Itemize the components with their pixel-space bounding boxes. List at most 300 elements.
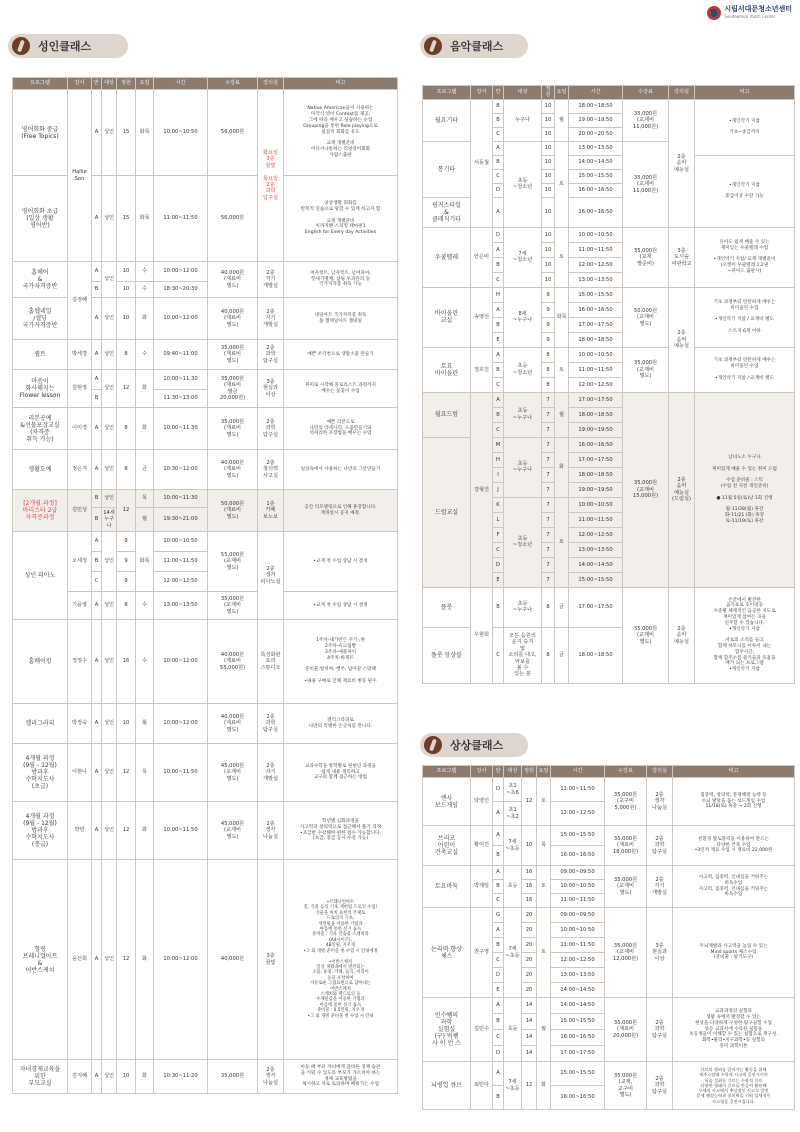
- day: 화: [136, 802, 154, 860]
- note: 기초 과정부터 탄탄하게 배우는 바이올린 수업 •개인악기 지참 / 교재비 별도 스트지 6개 이하: [695, 287, 795, 347]
- time: 10:00~11:30: [154, 408, 208, 450]
- teacher: 김현정: [68, 370, 92, 408]
- day: 토: [537, 866, 551, 908]
- class-group: A: [92, 262, 102, 282]
- day: 화: [555, 437, 569, 497]
- day: 월: [136, 508, 154, 532]
- day: 목: [136, 490, 154, 508]
- fee: 40,000원: [208, 860, 258, 1060]
- time: 11:00~11:50: [551, 778, 605, 802]
- day: 월: [555, 99, 569, 141]
- class-group: B: [493, 880, 504, 894]
- time: 09:00~09:50: [551, 866, 605, 880]
- class-group: A: [92, 176, 102, 262]
- target: 성인: [102, 592, 117, 620]
- time: 11:00~11:50: [154, 552, 208, 572]
- capacity: 16: [522, 894, 537, 908]
- capacity: 20: [522, 908, 537, 923]
- day: 금: [136, 450, 154, 490]
- class-group: A: [493, 141, 504, 155]
- room: 3층 현실과 이상: [258, 370, 284, 408]
- teacher: 박민: [68, 802, 92, 860]
- time: 17:00~17:50: [551, 1046, 605, 1062]
- time: 12:00~12:50: [551, 953, 605, 968]
- day: 수: [136, 262, 154, 282]
- note: 캘리그라피로 나만의 특별한 손글씨를 만나다.: [284, 704, 398, 744]
- header-cell: 대상: [504, 86, 542, 100]
- logo-subtitle: Seodaemun Youth Center: [724, 14, 776, 19]
- note: 사고력, 집중력, 인내심을 키워주는 바둑수업 사고력, 집중력, 인내심을 키워주는 바둑수업: [673, 866, 795, 908]
- fee: 56,000원: [208, 90, 258, 176]
- fee: 35,000원 (교재비 별도): [605, 866, 647, 908]
- class-group: A: [92, 860, 102, 1060]
- class-group: B: [493, 938, 504, 953]
- capacity: 16: [117, 620, 136, 704]
- class-group: B: [92, 282, 102, 298]
- class-group: A: [92, 704, 102, 744]
- center-logo-icon: [707, 6, 721, 20]
- fee: 40,000원 (재료비 별도): [208, 262, 258, 298]
- teacher: 강형진: [471, 392, 493, 587]
- room: 2층 창의력 사고실: [258, 450, 284, 490]
- capacity: 10: [117, 282, 136, 298]
- header-cell: 비고: [695, 86, 795, 100]
- time: 12:00~12:50: [569, 257, 623, 272]
- fee: 35,000원 (교재, 교구비 별도): [605, 1062, 647, 1110]
- fee: 45,000원 (교재비 별도): [208, 744, 258, 802]
- capacity: 7: [542, 512, 555, 527]
- always-class-table: [422, 765, 795, 1110]
- header-cell: 반: [493, 86, 504, 100]
- fee: 35,000원 (교재비 11,000원): [623, 99, 669, 141]
- capacity: 10: [542, 227, 555, 242]
- time: 11:00~11:50: [569, 242, 623, 257]
- capacity: 10: [542, 113, 555, 127]
- time: 10:00~12:00: [154, 298, 208, 340]
- capacity: 12: [522, 778, 537, 826]
- fee: 55,000원 (교재비 별도): [208, 532, 258, 592]
- class-group: C: [92, 572, 102, 592]
- capacity: 14: [522, 998, 537, 1014]
- target: 초1 ~초6: [504, 778, 522, 802]
- class-group: A: [493, 866, 504, 880]
- time: 16:00~16:50: [551, 1030, 605, 1046]
- day: 토: [555, 497, 569, 587]
- time: 16:00~16:50: [569, 197, 623, 227]
- class-group: J: [493, 482, 504, 497]
- time: 10:00~12:00: [154, 704, 208, 744]
- time: 20:00~20:50: [569, 127, 623, 141]
- class-group: C: [493, 377, 504, 392]
- room: 2층 자기 개발실: [258, 262, 284, 298]
- class-group: A: [493, 347, 504, 362]
- header-cell: 강의실: [669, 86, 695, 100]
- header-cell: 요일: [555, 86, 569, 100]
- capacity: 7: [542, 557, 555, 572]
- time: 18:30~20:30: [154, 282, 208, 298]
- header-cell: 대상: [102, 78, 117, 90]
- program-name: 플룻: [423, 587, 471, 627]
- teacher: 기윤영: [68, 592, 92, 620]
- fee: 35,000원 (교재비 별도): [623, 587, 669, 683]
- capacity: 12: [117, 370, 136, 408]
- capacity: 14: [522, 1014, 537, 1030]
- program-name: 월요기타: [423, 99, 471, 141]
- capacity: 8: [542, 587, 555, 627]
- target: 성인: [102, 704, 117, 744]
- target: 성인: [102, 860, 117, 1060]
- program-name: 4개월 과정 (9월 - 12월) 방과후 수학지도사 (초급): [13, 744, 68, 802]
- time: 10:00~11:50: [154, 744, 208, 802]
- time: 13:00~13:50: [551, 968, 605, 983]
- header-cell: 정원: [542, 86, 555, 100]
- capacity: 12: [522, 1062, 537, 1110]
- class-group: A: [92, 744, 102, 802]
- class-group: K: [493, 497, 504, 512]
- table-row: [423, 1062, 795, 1086]
- day: 화: [136, 1060, 154, 1094]
- table-row: [13, 744, 398, 802]
- table-row: [423, 908, 795, 923]
- header-cell: 대상: [504, 766, 522, 778]
- capacity: 16: [522, 880, 537, 894]
- time: 10:00~10:50: [569, 497, 623, 512]
- room: 2층 생각 나눔실: [647, 778, 673, 826]
- class-group: B: [493, 407, 504, 422]
- capacity: 7: [542, 392, 555, 407]
- teacher: 최민아: [471, 1062, 493, 1110]
- always-class-banner: [420, 733, 528, 757]
- time: 12:00~12:50: [569, 377, 623, 392]
- capacity: 8: [117, 450, 136, 490]
- header-cell: 반: [493, 766, 504, 778]
- table-row: [13, 620, 398, 704]
- header-cell: 수강료: [605, 766, 647, 778]
- capacity: 10: [542, 242, 555, 257]
- table-row: [423, 347, 795, 362]
- note: 예쁜 리본으로 나만의 악세사리, 소품만들기와 럭셔리한 포장법을 배우는 수업: [284, 408, 398, 450]
- header-cell: 반: [92, 78, 102, 90]
- day: 화: [537, 1062, 551, 1110]
- class-group: D: [493, 227, 504, 242]
- capacity: 9: [542, 287, 555, 302]
- fee: 35,000원 (교재비 15,000원): [623, 392, 669, 587]
- day: 토: [537, 908, 551, 998]
- note: 유아도 쉽게 배울 수 있는 재미있는 우쿨렐레 수업 •개인악기 지참/ 교재 개별준비 (포켓이 우쿨렐레 1,2권 ~파이드 출판사): [695, 227, 795, 287]
- time: 19:30~21:00: [154, 508, 208, 532]
- bamboo-icon: [12, 37, 30, 55]
- time: 15:00~15:50: [551, 826, 605, 846]
- time: 10:00~10:50: [551, 880, 605, 894]
- teacher: Hallie Son: [68, 90, 92, 262]
- note: 학년별 심화과정을 사고력과 창의력으로 접근해서 풀기 과정 •초급반 수강해야 편한 접수 가능합니다. (초급, 중급 동시 수강 가능): [284, 802, 398, 860]
- header-cell: 수강료: [208, 78, 258, 90]
- day: 화: [136, 370, 154, 408]
- table-row: [13, 1060, 398, 1094]
- class-group: A: [92, 1060, 102, 1094]
- program-name: 영어회화 중급 (Free Topics): [13, 90, 68, 176]
- table-row: [423, 866, 795, 880]
- time: 11:30~13:00: [154, 390, 208, 408]
- teacher: 송영선: [471, 287, 493, 347]
- time: 10:00~12:00: [154, 860, 208, 1060]
- note: 네일아트 국가자격증 취득 홈 젤네일아트 젤네일: [284, 298, 398, 340]
- capacity: 9: [542, 332, 555, 347]
- day: 토: [537, 778, 551, 826]
- time: 15:00~15:50: [551, 1062, 605, 1086]
- target: 성인: [102, 490, 117, 508]
- fee: 35,000원 (재료비 별도): [208, 408, 258, 450]
- capacity: 20: [522, 923, 537, 938]
- teacher: 김민성: [68, 490, 92, 532]
- time: 17:00~17:50: [569, 452, 623, 467]
- teacher: 안은비: [471, 227, 493, 287]
- table-row: [13, 408, 398, 450]
- teacher: 정은지: [68, 450, 92, 490]
- table-row: [13, 262, 398, 282]
- target: 성인: [102, 90, 117, 176]
- program-name: 홈베이킹: [13, 620, 68, 704]
- target: 모든 음원의 운지 숙지 및 소리를 내고, 악보를 볼 수 있는 분: [504, 627, 542, 683]
- time: 18:00~18:50: [569, 407, 623, 422]
- capacity: 15: [117, 176, 136, 262]
- note: •개인악기 지참 중급이상 수강 가능: [695, 155, 795, 227]
- class-group: C: [493, 1030, 504, 1046]
- capacity: 7: [542, 407, 555, 422]
- room: 3층 도시숲 여관학교: [669, 227, 695, 287]
- header-cell: 비고: [673, 766, 795, 778]
- class-group: A: [92, 298, 102, 340]
- table-row: [423, 826, 795, 846]
- time: 11:00~11:50: [551, 938, 605, 953]
- header-cell: 시간: [551, 766, 605, 778]
- header-cell: 정원: [522, 766, 537, 778]
- header-cell: 강사: [471, 766, 493, 778]
- note: 취미로 시작해 플로리스트 과정까지 배우는 꽃꽂이 수업: [284, 370, 398, 408]
- target: 성인: [102, 340, 117, 370]
- class-group: E: [493, 983, 504, 998]
- bamboo-icon: [424, 37, 442, 55]
- note: 일상생활 회화를 반복적 연습으로 말할 수 있게 하고자 함 교재 개별준비 이까지별 스피킹 태마편1 English for Every day Activities: [284, 176, 398, 262]
- day: 토: [555, 141, 569, 227]
- note: •브레니얼아트 꽃, 식물 등의 기초 재현법 드로잉 수업! 식물을 마치 표현의 주제로 드로잉의 기초, 색연필을 이용한 기법과 아름에 통한 실기 습득 준비물 : 기초 연습용 스케치북 (A4사이즈), 4B연필, 지우개 •그 외 개별 준비물 첫 수업 시 안내예정 •어반스케치 일상 생활속에서 발견되는 소품, 풍경, 카페, 음식, 미리이 등을 포착하여 자유로운 그림표현으로 담아내는 어반스케치 스케치와 펜드로잉 등 수채물감을 이용한 기법과 아름에 통한 실기 습득 준비물 : 0.5연필, 지우개 •그 외 개별 준비물 첫 수업 시 안내: [284, 860, 398, 1060]
- program-name: 홈헤어 & 국가자격증반: [13, 262, 68, 298]
- time: 16:00~16:50: [551, 1086, 605, 1110]
- program-name: 힐링 브레니얼아트 & 어반스케치: [13, 860, 68, 1060]
- fee: 35,000원 (재료비 별도): [208, 340, 258, 370]
- fee: 50,000원 (교재비 별도): [623, 287, 669, 347]
- target: 초등: [504, 998, 522, 1062]
- class-group: B: [92, 508, 102, 532]
- day: 수: [136, 620, 154, 704]
- teacher: 오세정: [68, 532, 92, 592]
- note: 공간 리모델링으로 인해 휴강합니다. 재개설시 공지 예정.: [284, 490, 398, 532]
- day: 금: [555, 587, 569, 627]
- time: 16:00~16:50: [551, 846, 605, 866]
- time: 12:00~12:50: [154, 572, 208, 592]
- time: 10:00~10:50: [569, 227, 623, 242]
- day: 화목: [136, 90, 154, 176]
- capacity: 10: [542, 272, 555, 287]
- time: 16:00~16:50: [569, 437, 623, 452]
- class-group: A: [493, 826, 504, 846]
- class-group: C: [493, 127, 504, 141]
- time: 18:00~18:50: [569, 99, 623, 113]
- time: 18:00~18:50: [569, 627, 623, 683]
- room: 3층 꿈빛: [258, 860, 284, 1060]
- teacher: 정호진: [471, 347, 493, 392]
- room: 2층 과학 탐구실: [647, 1062, 673, 1110]
- program-name: 캘리그라피: [13, 704, 68, 744]
- capacity: 7: [542, 437, 555, 452]
- capacity: 20: [522, 938, 537, 953]
- class-group: D: [493, 1046, 504, 1062]
- day: 월: [136, 704, 154, 744]
- class-group: A: [92, 532, 102, 552]
- room: 2층 생각 피아노실: [258, 532, 284, 620]
- header-cell: 수강료: [623, 86, 669, 100]
- fee: 40,000원 (재료비 55,000원): [208, 620, 258, 704]
- class-group: D: [493, 778, 504, 802]
- fee: 35,000원 (교재비 11,000원): [623, 141, 669, 227]
- class-group: D: [493, 183, 504, 197]
- program-name: 마음이 화사해지는 Flower lesson: [13, 370, 68, 408]
- class-group: B: [92, 552, 102, 572]
- class-group: A: [493, 302, 504, 317]
- program-name: 브리코 어린이 건축교실: [423, 826, 471, 866]
- teacher: 박세경: [68, 340, 92, 370]
- time: 10:00~12:00: [154, 620, 208, 704]
- time: 15:00~15:50: [569, 572, 623, 587]
- target: 누구나: [504, 99, 542, 141]
- room: 2층 자기 개발실: [647, 866, 673, 908]
- teacher: 이현나: [68, 744, 92, 802]
- class-group: C: [493, 953, 504, 968]
- teacher: 김정혜: [68, 262, 92, 340]
- program-name: 핑거스타일 & 클래식기타: [423, 197, 471, 227]
- table-row: [13, 340, 398, 370]
- capacity: 7: [542, 542, 555, 557]
- class-group: B: [92, 390, 102, 408]
- adult-class-banner: [8, 34, 128, 58]
- target: 초등 ~누구나: [504, 587, 542, 627]
- day: 토: [555, 347, 569, 392]
- class-group: C: [493, 542, 504, 557]
- time: 13:00~13:50: [569, 141, 623, 155]
- fee: 35,000원 (교재비 별도): [623, 347, 669, 392]
- class-group: H: [493, 452, 504, 467]
- time: 10:00~10:50: [154, 532, 208, 552]
- table-row: [13, 592, 398, 620]
- capacity: 7: [542, 497, 555, 512]
- class-group: D: [493, 557, 504, 572]
- time: 17:00~17:50: [569, 392, 623, 407]
- capacity: 10: [117, 298, 136, 340]
- table-row: [423, 778, 795, 802]
- table-row: [13, 860, 398, 1060]
- teacher: 김민수: [471, 998, 493, 1062]
- class-group: B: [493, 155, 504, 169]
- day: 수: [136, 282, 154, 298]
- day: 토: [555, 227, 569, 287]
- target: 8세 ~누구나: [504, 287, 542, 347]
- teacher: 박재일: [471, 866, 493, 908]
- logo-title: 시립서대문청소년센터: [724, 5, 792, 13]
- class-group: A: [92, 370, 102, 390]
- header-cell: 강사: [471, 86, 493, 100]
- fee: 35,000원 (재료비 18,000원): [605, 826, 647, 866]
- note: 큐브의 원리를 알아가는 활동을 위해 재주스탑에 수학적 사고력 증진시키며 학습 성취를 기르는 수학적 큐브 다양한 형태의 큐브를 만들어 활용해 구체적 사고에서 추상적인 사고로 발전 문제 해결능력과 창의력을 키워 입체적인 사고형을 증진시킵니다.: [673, 1062, 795, 1110]
- time: 11:00~11:50: [569, 362, 623, 377]
- time: 19:00~19:50: [569, 422, 623, 437]
- program-name: 플룻 앙상블: [423, 627, 471, 683]
- room: 1층 카페 보노보: [258, 490, 284, 532]
- music-class-banner: [420, 34, 528, 58]
- class-group: A: [493, 923, 504, 938]
- day: 화: [136, 298, 154, 340]
- time: 19:00~19:50: [569, 113, 623, 127]
- room: 2층 음악 예능실: [669, 287, 695, 392]
- time: 10:00~12:00: [154, 262, 208, 282]
- room: 2층 생각 나눔실: [258, 802, 284, 860]
- room: 2층 과학 탐구실: [647, 826, 673, 866]
- room: 2층 과학 탐구실: [258, 340, 284, 370]
- class-group: A: [92, 408, 102, 450]
- drum-note: 남녀노소 누구나 재미있게 배울 수 있는 취미 드럼 수업 준비물 : 스틱 (수업 전 사전 개인준비) ● 11월 5일(토)날 1회 진행 월-11/28(월) 휴강 화-11/21 (화) 휴강 토-11/19(토) 휴강: [712, 455, 777, 524]
- class-group: A: [493, 998, 504, 1014]
- note: 아동 때 부터 자녀에게 올바른 경제 습관 을 키워 수 있도록 부모가 가르쳐야 하는 경제 교육방법을 제시하고 서로 토의하며 배워가는 수업: [284, 1060, 398, 1094]
- day: 화목: [136, 532, 154, 592]
- capacity: 7: [542, 572, 555, 587]
- class-group: A: [493, 1062, 504, 1086]
- capacity: 8: [117, 340, 136, 370]
- room: 특성화관 요리 스튜디오: [258, 620, 284, 704]
- table-row: [13, 370, 398, 390]
- capacity: 9: [117, 552, 136, 572]
- class-group: B: [493, 846, 504, 866]
- teacher: 탁영인: [471, 778, 493, 826]
- teacher: 서동철: [471, 99, 493, 227]
- room: 2층 생각 나눔실: [258, 1060, 284, 1094]
- time: 10:30~12:00: [154, 450, 208, 490]
- target: 성인: [102, 744, 117, 802]
- time: 15:00~15:50: [569, 169, 623, 183]
- class-group: B: [493, 587, 504, 627]
- capacity: 9: [117, 532, 136, 552]
- target: 성인: [102, 408, 117, 450]
- teacher: 황미진: [471, 826, 493, 866]
- class-group: B: [493, 1014, 504, 1030]
- note: 손끝에서 발견한 음가표로 호이대웅 수준별 체계적인 음공한 지도로 재미있게 참여는 곡을 연주할 수 있습니다. •개인악기 지참 서로의 소리를 들고 함께 하모니를 이루어 내는 합주시간, 함께 합주소를 즐기들과 호흡을 배가 되는 프로그램 •개인악기 지참: [695, 587, 795, 683]
- teacher: 윤선희: [68, 860, 92, 1060]
- target: 성인: [102, 532, 117, 592]
- class-group: A: [92, 592, 102, 620]
- fee: 40,000원 (재료비 별도): [208, 704, 258, 744]
- note: 두뇌계발과 사고력을 높일 수 있는 Mind sports 체스수업 (준비물 : 필기도구): [673, 908, 795, 998]
- fee: 40,000원 (재료비 별도): [208, 298, 258, 340]
- target: 7세 ~초등: [504, 908, 522, 998]
- target: 7세 ~초등: [504, 826, 522, 866]
- time: 15:00~15:50: [551, 1014, 605, 1030]
- teacher: 박정숙: [68, 704, 92, 744]
- teacher: 우현희: [471, 587, 493, 683]
- header-cell: 프로그램: [423, 86, 471, 100]
- time: 16:00~16:50: [569, 302, 623, 317]
- program-name: 민수쌤의 과학 실험실 (구) 빅쌤 사 이 언 스: [423, 998, 471, 1062]
- program-name: [2개월 과정] 바리스타 2급 자격증과정: [13, 490, 68, 532]
- target: 초등 ~청소년: [504, 347, 542, 392]
- program-name: 4개월 과정 (9월 - 12월) 방과후 수학지도사 (중급): [13, 802, 68, 860]
